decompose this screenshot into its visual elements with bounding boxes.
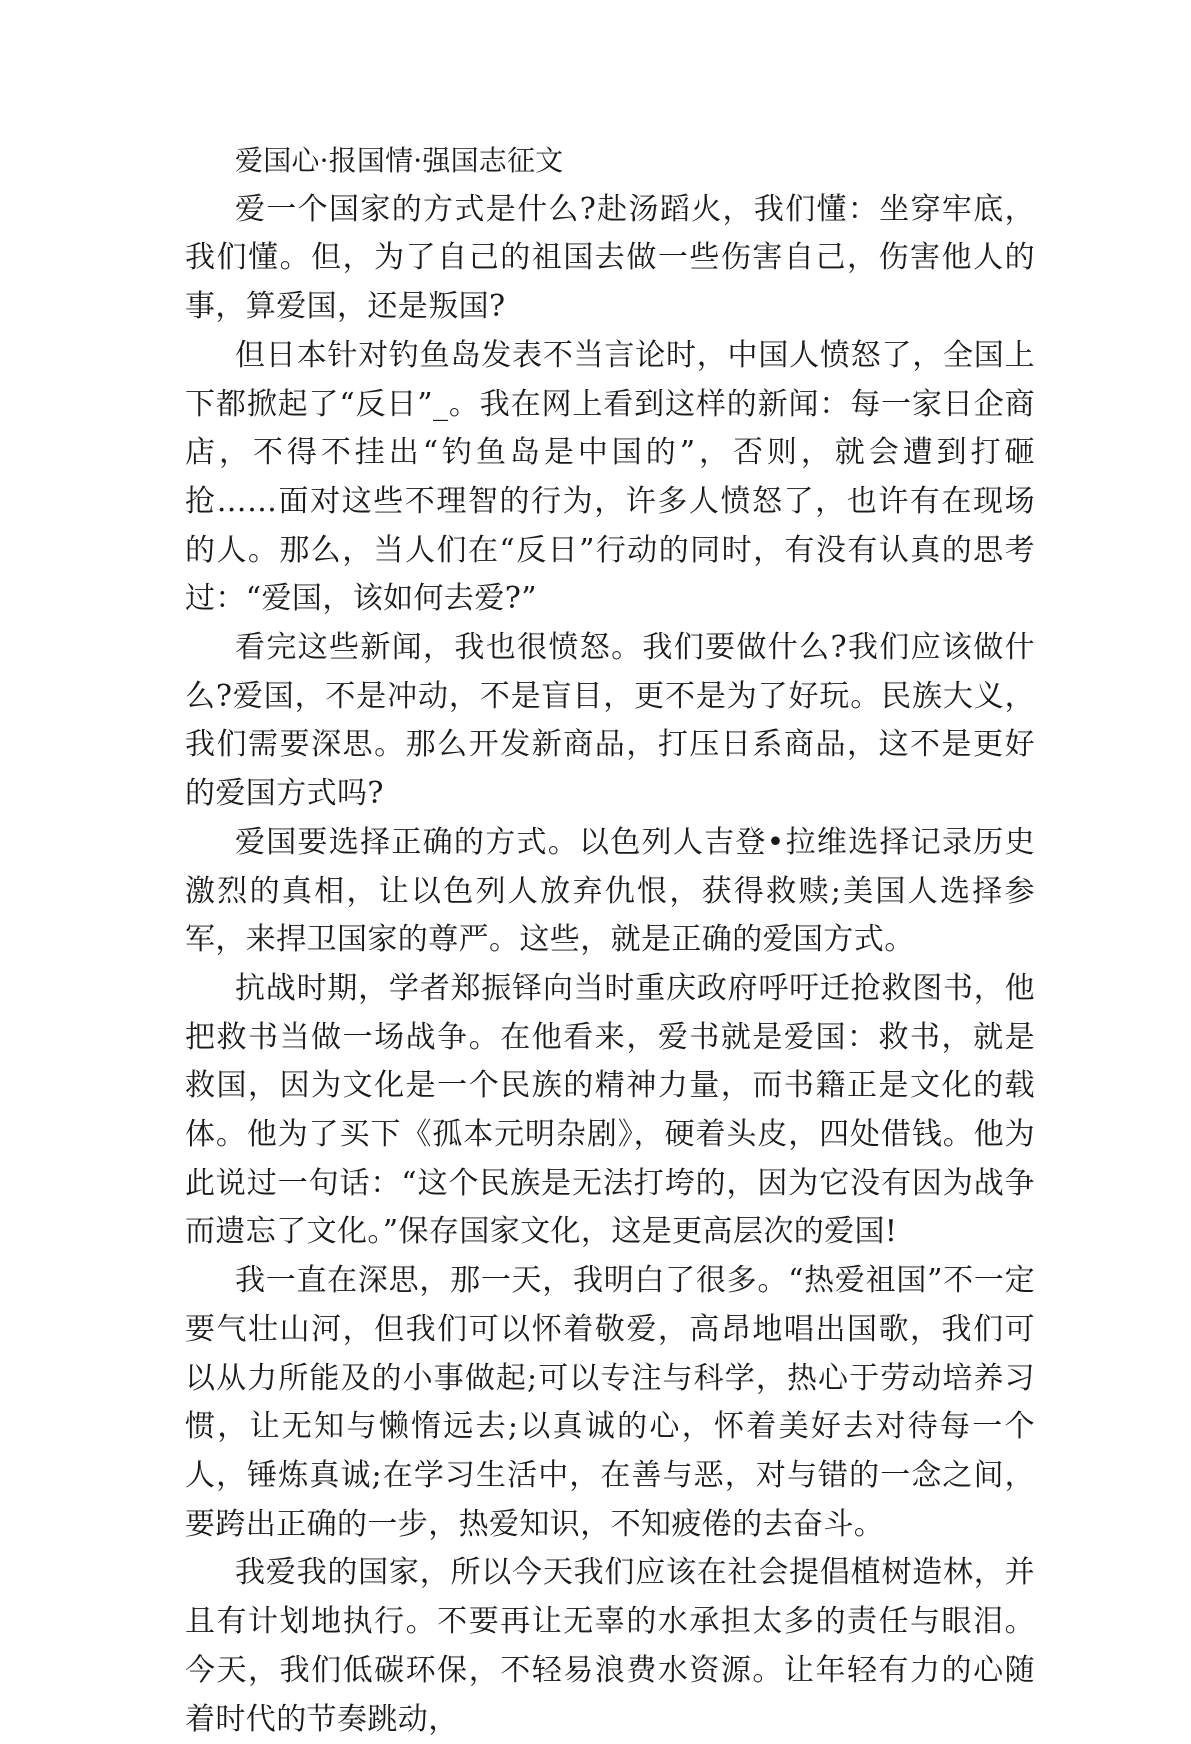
paragraph: 爱一个国家的方式是什么?赴汤蹈火，我们懂：坐穿牢底，我们懂。但，为了自己的祖国去做一些伤害自己，伤害他人的事，算爱国，还是叛国? (185, 191, 1035, 325)
document-title: 爱国心·报国情·强国志征文 (235, 144, 564, 177)
paragraph: 爱国要选择正确的方式。以色列人吉登•拉维选择记录历史激烈的真相，让以色列人放弃仇恨，获得救赎;美国人选择参军，来捍卫国家的尊严。这些，就是正确的爱国方式。 (185, 824, 1035, 958)
paragraph: 我一直在深思，那一天，我明白了很多。“热爱祖国”不一定要气壮山河，但我们可以怀着敬爱，高昂地唱出国歌，我们可以从力所能及的小事做起;可以专注与科学，热心于劳动培养习惯，让无知与懒惰远去;以真诚的心，怀着美好去对待每一个人，锤炼真诚;在学习生活中，在善与恶，对与错的一念之间，要跨出正确的一步，热爱知识，不知疲倦的去奋斗。 (185, 1263, 1035, 1542)
paragraph: 但日本针对钓鱼岛发表不当言论时，中国人愤怒了，全国上下都掀起了“反日”_。我在网上看到这样的新闻：每一家日企商店，不得不挂出“钓鱼岛是中国的”，否则，就会遭到打砸抢……面对这些不理智的行为，许多人愤怒了，也许有在现场的人。那么，当人们在“反日”行动的同时，有没有认真的思考过：“爱国，该如何去爱?” (185, 337, 1035, 617)
paragraph: 我爱我的国家，所以今天我们应该在社会提倡植树造林，并且有计划地执行。不要再让无辜的水承担太多的责任与眼泪。今天，我们低碳环保，不轻易浪费水资源。让年轻有力的心随着时代的节奏跳动， (185, 1555, 1035, 1737)
paragraph: 看完这些新闻，我也很愤怒。我们要做什么?我们应该做什么?爱国，不是冲动，不是盲目，更不是为了好玩。民族大义，我们需要深思。那么开发新商品，打压日系商品，这不是更好的爱国方式吗? (185, 630, 1035, 812)
paragraph: 抗战时期，学者郑振铎向当时重庆政府呼吁迁抢救图书，他把救书当做一场战争。在他看来，爱书就是爱国：救书，就是救国，因为文化是一个民族的精神力量，而书籍正是文化的载体。他为了买下《孤本元明杂剧》，硬着头皮，四处借钱。他为此说过一句话：“这个民族是无法打垮的，因为它没有因为战争而遗忘了文化。”保存国家文化，这是更高层次的爱国! (185, 970, 1035, 1250)
document-body (185, 137, 1035, 1744)
